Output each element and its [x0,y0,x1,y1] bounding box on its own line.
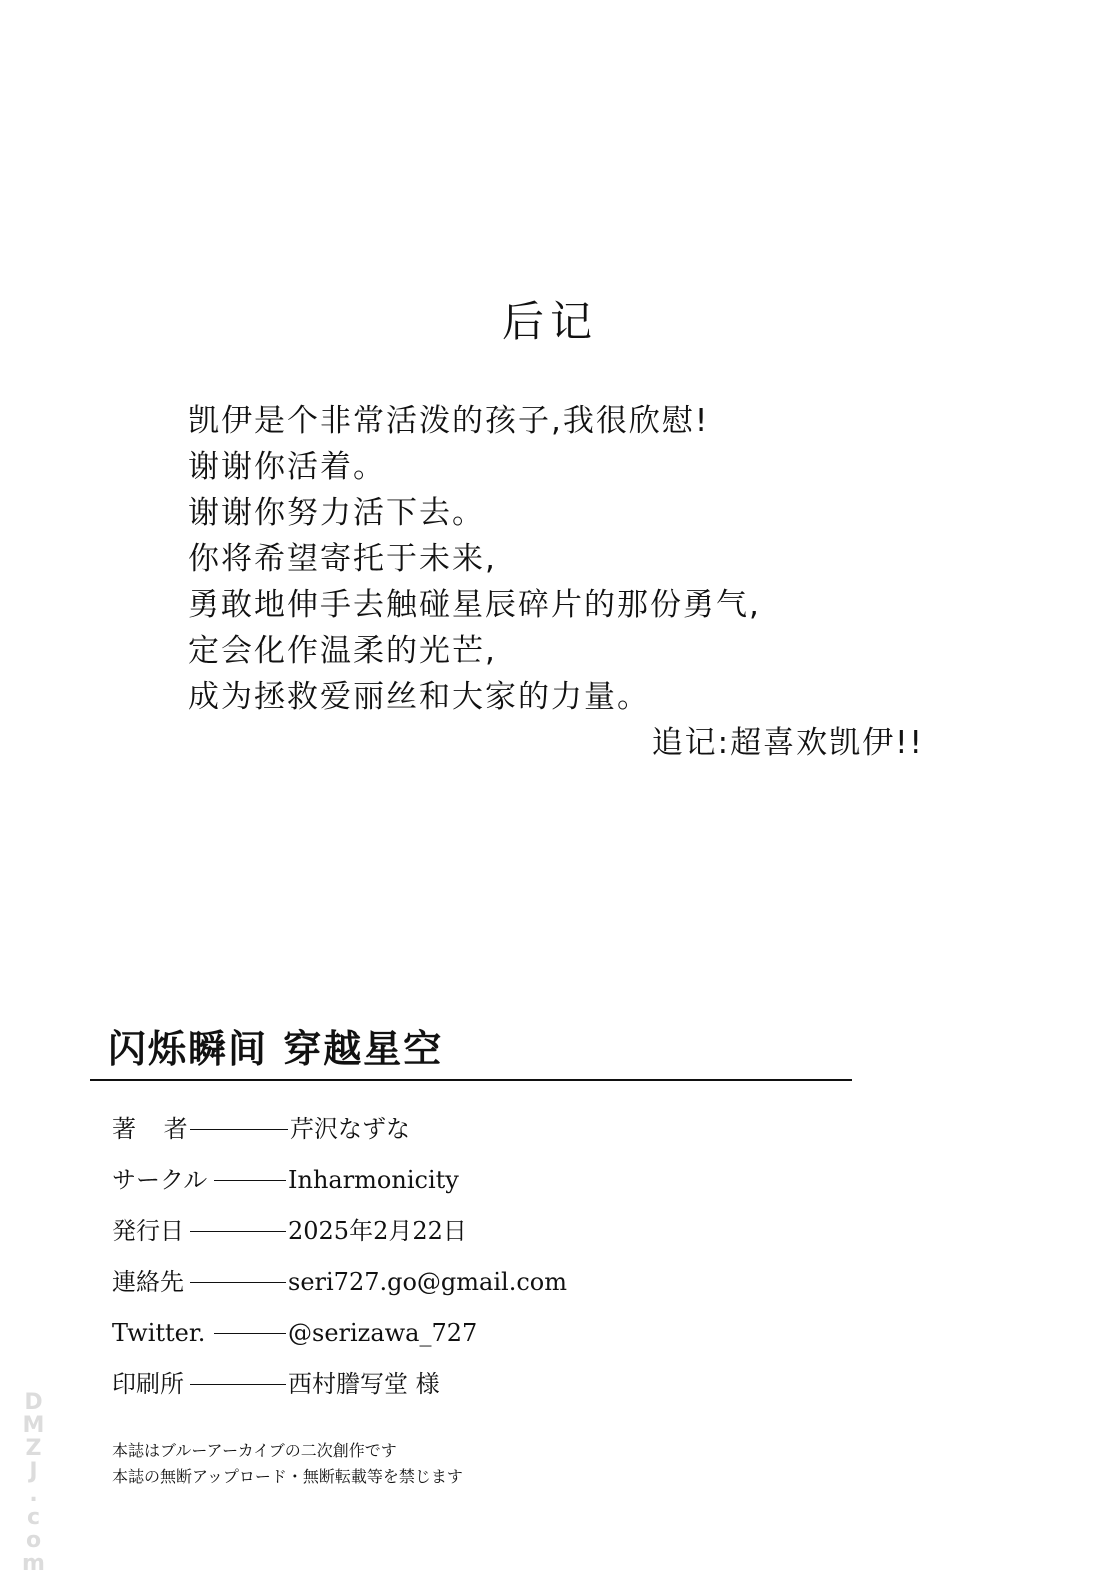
colophon-label: 印刷所 [112,1370,184,1398]
colophon-row-contact [112,1257,567,1308]
colophon-label: 発行日 [112,1217,184,1245]
colophon-value: @serizawa_727 [288,1319,478,1347]
afterword-line: 谢谢你活着。 [188,449,386,485]
site-watermark-logo [10,1390,46,1574]
afterword-body [188,398,761,720]
book-title: 闪烁瞬间 穿越星空 [108,1026,444,1071]
colophon-value: seri727.go@gmail.com [288,1268,567,1296]
colophon-value: Inharmonicity [288,1166,459,1194]
colophon-row-author [112,1104,567,1155]
colophon-value: 芹沢なずな [290,1115,410,1143]
afterword-line: 谢谢你努力活下去。 [188,495,485,531]
colophon-label: サークル [112,1166,208,1194]
leader-line [190,1231,286,1232]
afterword-line: 你将希望寄托于未来, [188,541,497,577]
colophon-table [112,1104,567,1410]
afterword-line: 定会化作温柔的光芒, [188,633,497,669]
leader-line [190,1282,286,1283]
colophon-value: 2025年2月22日 [288,1217,467,1245]
leader-line [190,1384,286,1385]
watermark-text: DMZJ.com [21,1390,46,1574]
notice-line: 本誌はブルーアーカイブの二次創作です [112,1441,397,1460]
leader-line [214,1333,286,1334]
colophon-value: 西村謄写堂 様 [288,1370,440,1398]
colophon-row-printer [112,1359,567,1410]
afterword-line: 凯伊是个非常活泼的孩子,我很欣慰! [188,403,710,439]
colophon-label: 著 者 [112,1115,188,1143]
copyright-notice [112,1438,463,1490]
notice-line: 本誌の無断アップロード・無断転載等を禁じます [112,1467,463,1486]
afterword-title: 后记 [501,297,598,346]
colophon-row-circle [112,1155,567,1206]
colophon-row-date [112,1206,567,1257]
leader-line [190,1129,288,1130]
afterword-line: 勇敢地伸手去触碰星辰碎片的那份勇气, [188,587,761,623]
colophon-label: Twitter. [112,1319,206,1347]
colophon-label: 連絡先 [112,1268,184,1296]
colophon-row-twitter [112,1308,567,1359]
afterword-line: 成为拯救爱丽丝和大家的力量。 [188,679,650,715]
leader-line [214,1180,286,1181]
title-rule [90,1079,852,1081]
postscript: 追记:超喜欢凯伊!! [651,725,924,761]
